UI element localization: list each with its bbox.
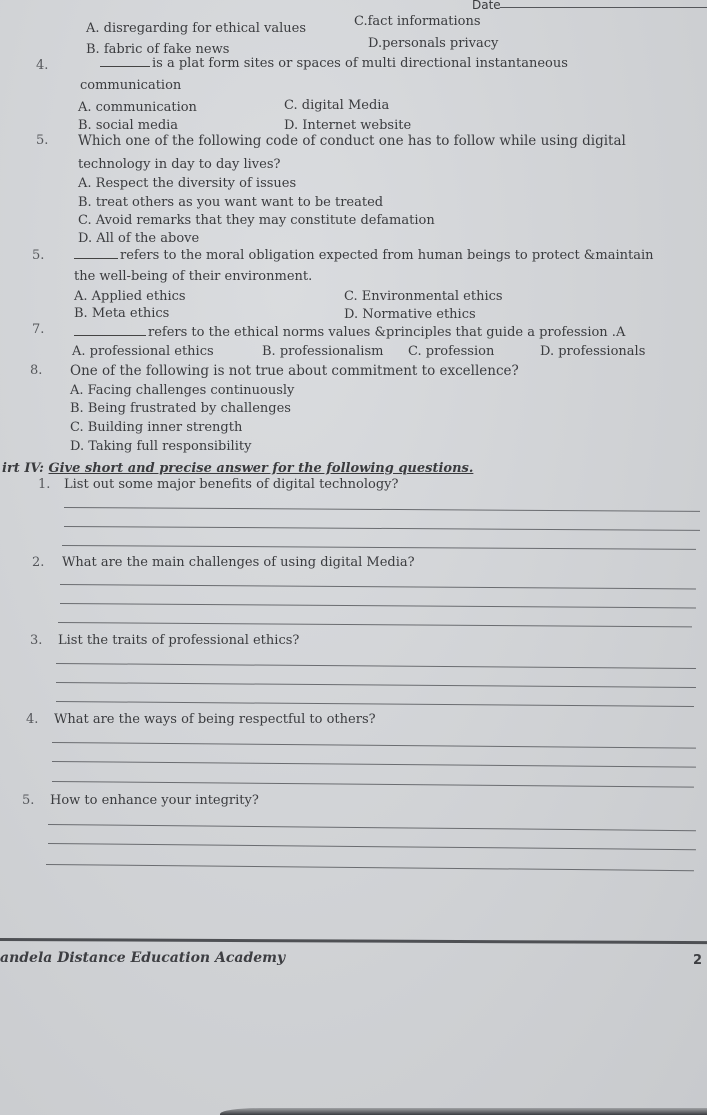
footer-academy-name: andela Distance Education Academy <box>0 950 286 966</box>
q6-option-b: B. Meta ethics <box>74 306 170 321</box>
footer-rule <box>0 938 707 944</box>
q5-text-line2: technology in day to day lives? <box>78 157 281 172</box>
date-answer-line <box>500 7 707 8</box>
p4-q3-answer-line-2[interactable] <box>56 682 696 688</box>
q6-blank <box>74 248 118 259</box>
p4-q3-text: List the traits of professional ethics? <box>58 633 300 648</box>
date-label: Date <box>472 0 501 12</box>
q4-text-line1: is a plat form sites or spaces of multi directional instantaneous <box>152 56 568 71</box>
q3-option-c: C.fact informations <box>354 14 481 29</box>
q5-option-b: B. treat others as you want want to be treated <box>78 195 384 210</box>
p4-q3-number: 3. <box>30 633 43 648</box>
q4-blank <box>100 56 150 67</box>
p4-q3-answer-line-1[interactable] <box>56 663 696 669</box>
p4-q4-answer-line-3[interactable] <box>52 781 694 788</box>
q3-option-b: B. fabric of fake news <box>86 42 230 57</box>
q8-number: 8. <box>30 363 43 378</box>
q7-number: 7. <box>32 322 45 337</box>
q8-option-b: B. Being frustrated by challenges <box>70 401 291 416</box>
p4-q1-answer-line-1[interactable] <box>64 507 700 512</box>
p4-q5-number: 5. <box>22 793 35 808</box>
q6-number: 5. <box>32 248 45 263</box>
q5-option-c: C. Avoid remarks that they may constitute defamation <box>78 213 435 228</box>
q7-option-b: B. professionalism <box>262 344 384 359</box>
p4-q2-answer-line-3[interactable] <box>58 622 692 627</box>
q7-stem <box>74 325 625 341</box>
q7-blank <box>74 325 146 336</box>
q8-option-a: A. Facing challenges continuously <box>70 383 295 398</box>
q7-option-d: D. professionals <box>540 344 646 359</box>
p4-q4-answer-line-2[interactable] <box>52 761 696 768</box>
q6-option-a: A. Applied ethics <box>74 289 186 304</box>
p4-q1-answer-line-2[interactable] <box>64 526 700 531</box>
p4-q4-number: 4. <box>26 712 39 727</box>
p4-q1-text: List out some major benefits of digital technology? <box>64 477 399 492</box>
q8-text-line1: One of the following is not true about commitment to excellence? <box>70 363 519 379</box>
q5-option-d: D. All of the above <box>78 231 200 246</box>
q4-stem <box>100 56 568 72</box>
q6-option-d: D. Normative ethics <box>344 307 476 322</box>
p4-q5-answer-line-1[interactable] <box>48 824 696 831</box>
page-bottom-edge <box>220 1108 707 1115</box>
p4-q5-text: How to enhance your integrity? <box>50 793 259 808</box>
q5-text-line1: Which one of the following code of conduct one has to follow while using digital <box>78 133 626 149</box>
q4-option-b: B. social media <box>78 118 179 133</box>
q6-text-line2: the well-being of their environment. <box>74 269 313 284</box>
q3-option-d: D.personals privacy <box>368 36 499 51</box>
q5-number: 5. <box>36 133 49 148</box>
p4-q2-answer-line-1[interactable] <box>60 584 696 589</box>
q4-text-line2: communication <box>80 78 182 93</box>
q4-option-c: C. digital Media <box>284 98 390 113</box>
q7-text-line1: refers to the ethical norms values &principles that guide a profession .A <box>148 325 626 340</box>
p4-q1-answer-line-3[interactable] <box>62 545 696 550</box>
p4-q3-answer-line-3[interactable] <box>56 701 694 707</box>
page-number: 2 <box>693 953 703 968</box>
p4-q2-text: What are the main challenges of using digital Media? <box>62 555 415 570</box>
q5-option-a: A. Respect the diversity of issues <box>78 176 297 191</box>
p4-q2-number: 2. <box>32 555 45 570</box>
q6-stem <box>74 248 653 264</box>
part-four-prefix: irt IV: <box>2 461 49 476</box>
p4-q2-answer-line-2[interactable] <box>60 603 696 608</box>
part-four-title: Give short and precise answer for the following questions. <box>48 461 474 476</box>
p4-q1-number: 1. <box>38 477 51 492</box>
q4-option-a: A. communication <box>78 100 197 115</box>
q7-option-c: C. profession <box>408 344 495 359</box>
q8-option-c: C. Building inner strength <box>70 420 243 435</box>
part-four-heading <box>2 457 473 476</box>
q7-option-a: A. professional ethics <box>72 344 214 359</box>
q4-option-d: D. Internet website <box>284 118 412 133</box>
p4-q4-answer-line-1[interactable] <box>52 742 696 749</box>
q6-option-c: C. Environmental ethics <box>344 289 503 304</box>
p4-q5-answer-line-2[interactable] <box>48 843 696 850</box>
q4-number: 4. <box>36 58 49 73</box>
q3-option-a: A. disregarding for ethical values <box>86 21 307 36</box>
q6-text-line1: refers to the moral obligation expected from human beings to protect &maintain <box>120 248 654 263</box>
q8-option-d: D. Taking full responsibility <box>70 439 252 454</box>
p4-q5-answer-line-3[interactable] <box>46 864 694 871</box>
p4-q4-text: What are the ways of being respectful to others? <box>54 712 376 727</box>
